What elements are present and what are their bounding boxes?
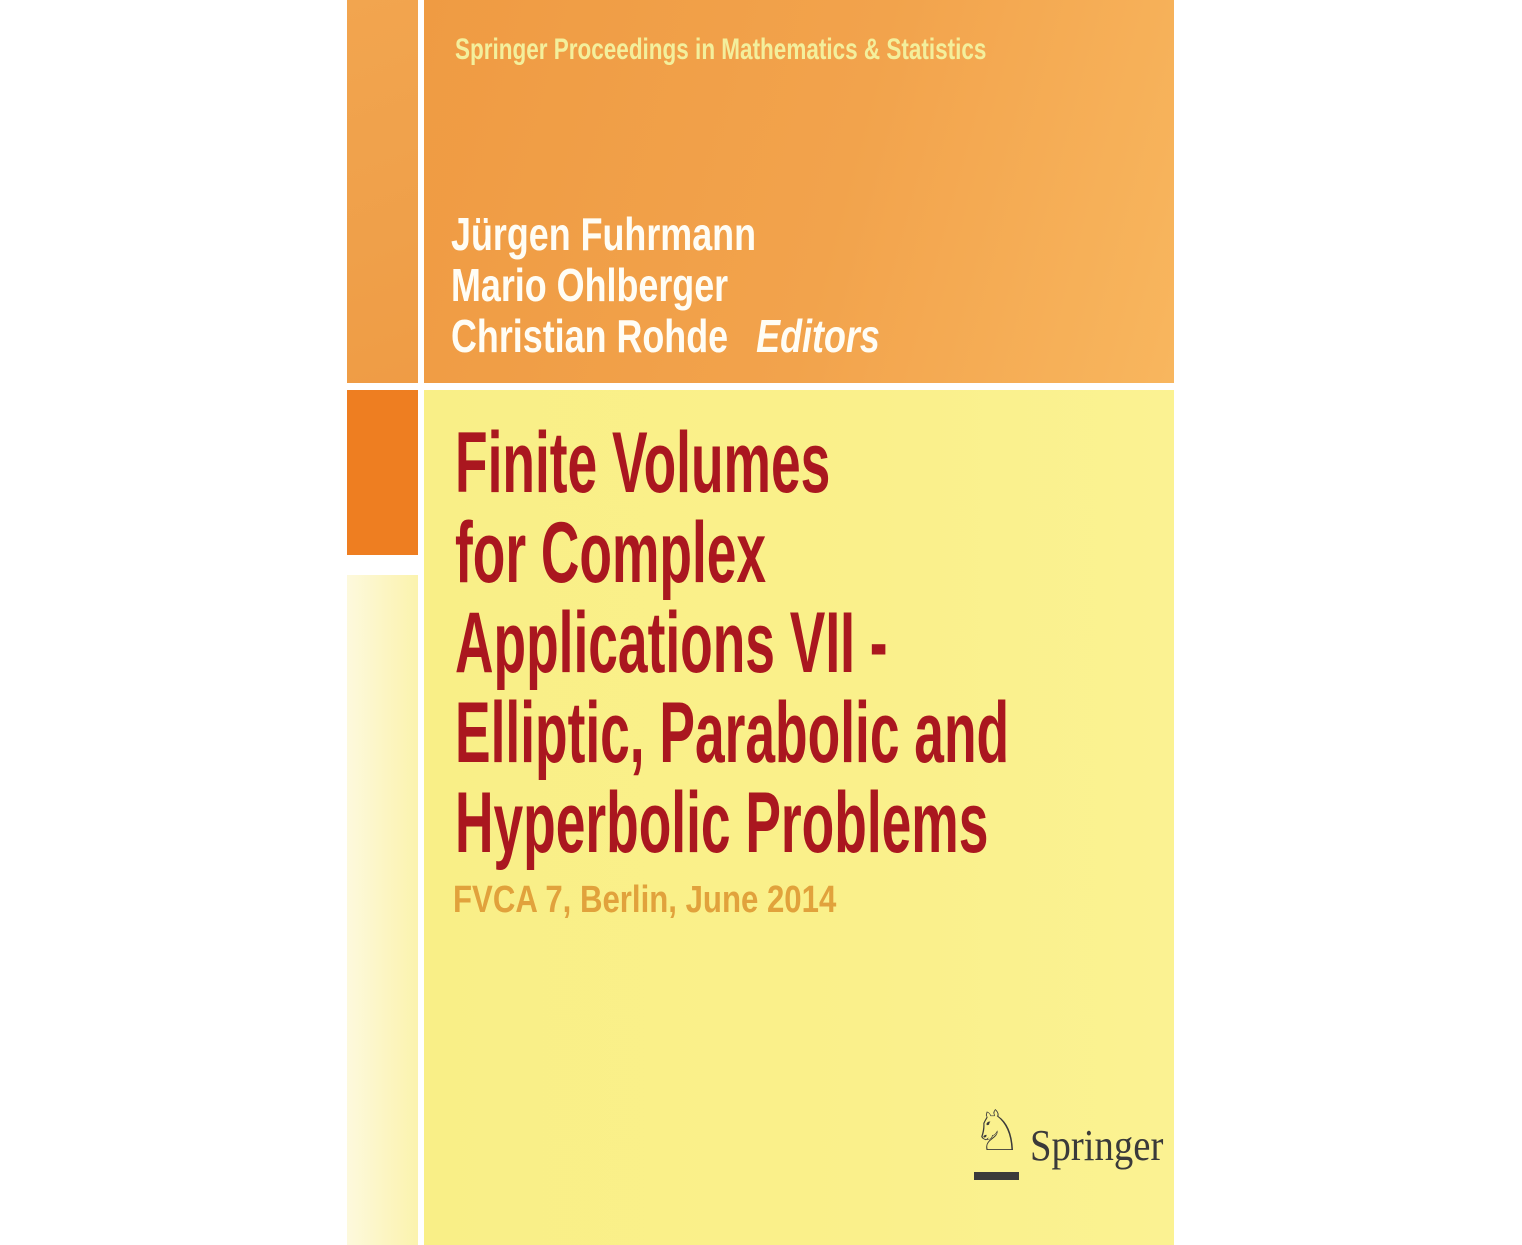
cover-body-panel: [424, 390, 1174, 1245]
editors-role-label: Editors: [756, 310, 880, 362]
book-title-line: for Complex: [455, 505, 767, 601]
book-title-line: Hyperbolic Problems: [455, 775, 989, 871]
book-title-line: Elliptic, Parabolic and: [455, 685, 1010, 781]
book-title-line: Finite Volumes: [455, 415, 831, 511]
book-subtitle: FVCA 7, Berlin, June 2014: [453, 879, 837, 921]
book-title: [455, 415, 1010, 871]
accent-column-header-strip: [347, 0, 418, 383]
springer-horse-icon-glyph: ♘: [972, 1099, 1023, 1164]
series-title: Springer Proceedings in Mathematics & Statistics: [455, 33, 987, 66]
springer-logo-underline: [974, 1172, 1019, 1180]
accent-orange-square: [347, 390, 418, 555]
accent-cream-strip: [347, 575, 418, 1245]
book-title-line: Applications VII -: [455, 595, 888, 691]
springer-horse-icon: [972, 1099, 1023, 1178]
editor-name: Mario Ohlberger: [451, 259, 729, 311]
springer-logo: [972, 1099, 1184, 1192]
editor-name-row: [451, 311, 880, 362]
editors-block: [451, 209, 1001, 362]
editor-name: Christian Rohde: [451, 310, 729, 362]
cover-header-panel: [424, 0, 1174, 383]
editor-name: Jürgen Fuhrmann: [451, 208, 757, 260]
book-cover: [347, 0, 1174, 1245]
springer-wordmark: Springer: [1030, 1121, 1164, 1170]
